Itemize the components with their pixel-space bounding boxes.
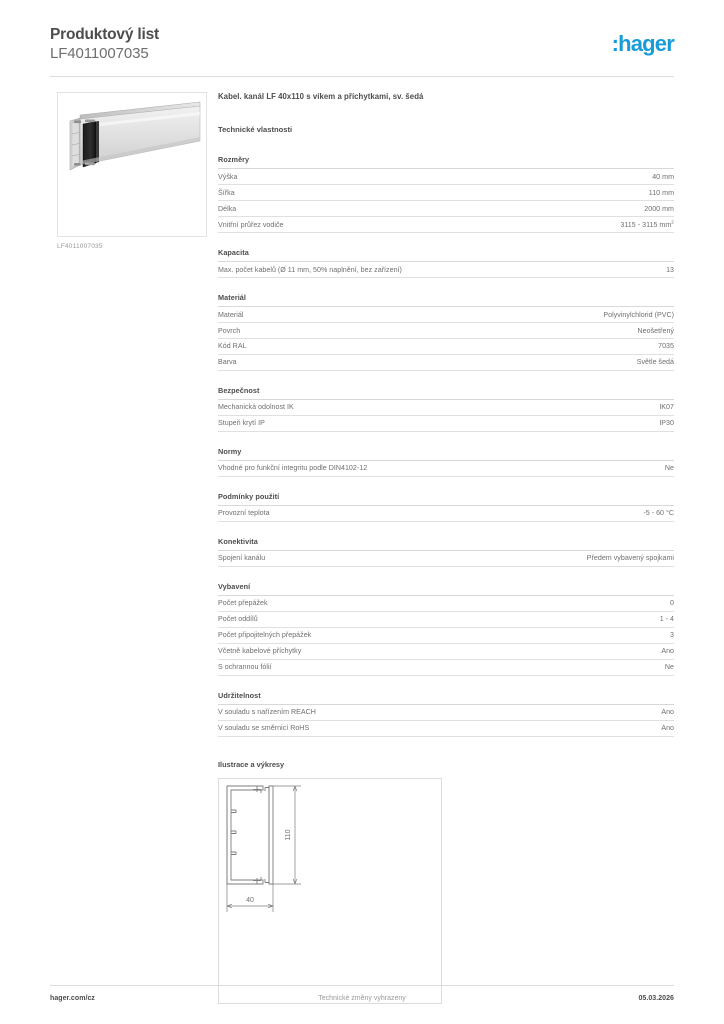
section-title: Bezpečnost — [218, 386, 674, 400]
section-equipment — [218, 582, 674, 676]
product-name: Kabel. kanál LF 40x110 s víkem a příchytkami, sv. šedá — [218, 92, 424, 101]
section-title: Rozměry — [218, 155, 674, 169]
row-label: Mechanická odolnost IK — [218, 403, 294, 412]
table-row — [218, 217, 674, 233]
row-label: V souladu s nařízením REACH — [218, 708, 316, 717]
row-value: Ne — [664, 464, 674, 473]
table-row — [218, 169, 674, 185]
row-label: Vnitřní průřez vodiče — [218, 220, 284, 229]
page-footer — [50, 995, 674, 1009]
section-dimensions — [218, 155, 674, 233]
table-row — [218, 323, 674, 339]
section-title: Udržitelnost — [218, 691, 674, 705]
row-value: 7035 — [658, 342, 674, 351]
section-material — [218, 293, 674, 371]
dimension-label-width: 40 — [246, 896, 254, 904]
row-value: IK07 — [659, 403, 674, 412]
row-value: 0 — [670, 599, 674, 608]
row-value: 2000 mm — [644, 204, 674, 213]
dimension-label-height: 110 — [285, 829, 292, 841]
section-standards — [218, 447, 674, 477]
page-title: Produktový list — [50, 26, 159, 43]
technical-properties-heading: Technické vlastnosti — [218, 125, 293, 134]
row-label: S ochrannou fólií — [218, 663, 272, 672]
row-value: Předem vybavený spojkami — [586, 554, 674, 563]
header-divider — [50, 76, 674, 77]
row-value: 3115 - 3115 $mm^2$ — [620, 220, 674, 229]
section-sustainability — [218, 691, 674, 737]
table-row — [218, 339, 674, 355]
row-value: 1 - 4 — [659, 615, 674, 624]
row-label: Stupeň krytí IP — [218, 419, 265, 428]
section-title: Konektivita — [218, 537, 674, 551]
table-row — [218, 644, 674, 660]
section-title: Podmínky použití — [218, 492, 674, 506]
row-value: Ano — [661, 708, 674, 717]
spacer — [218, 676, 674, 691]
spacer — [218, 477, 674, 492]
row-label: Počet přepážek — [218, 599, 268, 608]
table-row — [218, 705, 674, 721]
table-row — [218, 262, 674, 278]
spacer — [218, 278, 674, 293]
row-value: 13 — [666, 265, 674, 274]
table-row — [218, 307, 674, 323]
section-conditions-of-use — [218, 492, 674, 522]
section-safety — [218, 386, 674, 432]
table-row — [218, 628, 674, 644]
spacer — [218, 233, 674, 248]
footer-disclaimer: Technické změny vyhrazeny — [318, 995, 406, 1002]
row-label: V souladu se směrnicí RoHS — [218, 724, 310, 733]
page-header — [50, 26, 674, 72]
row-label: Barva — [218, 358, 237, 367]
row-value: Ano — [661, 724, 674, 733]
table-row — [218, 506, 674, 522]
table-row — [218, 660, 674, 676]
row-label: Povrch — [218, 326, 241, 335]
row-value: Ano — [661, 647, 674, 656]
main-content — [218, 92, 674, 1004]
spacer — [218, 522, 674, 537]
spacer — [218, 371, 674, 386]
row-label: Vhodné pro funkční integritu podle DIN4102-12 — [218, 464, 368, 473]
table-row — [218, 201, 674, 217]
table-row — [218, 721, 674, 737]
row-label: Včetně kabelové příchytky — [218, 647, 302, 656]
table-row — [218, 461, 674, 477]
row-value: Ne — [664, 663, 674, 672]
row-label: Spojení kanálu — [218, 554, 266, 563]
row-value: 3 — [670, 631, 674, 640]
row-label: Výška — [218, 172, 238, 181]
row-label: Kód RAL — [218, 342, 247, 351]
section-title: Vybavení — [218, 582, 674, 596]
section-title: Kapacita — [218, 248, 674, 262]
product-photo-illustration — [58, 93, 206, 236]
row-value: Neošetřený — [637, 326, 674, 335]
cross-section-drawing — [219, 779, 441, 1003]
spacer — [218, 432, 674, 447]
row-value: IP30 — [659, 419, 674, 428]
row-value: 40 mm — [652, 172, 674, 181]
table-row — [218, 596, 674, 612]
row-label: Provozní teplota — [218, 509, 270, 518]
illustrations-heading: Ilustrace a výkresy — [218, 759, 285, 769]
table-row — [218, 355, 674, 371]
row-label: Materiál — [218, 310, 244, 319]
product-image-caption: LF4011007035 — [57, 243, 103, 250]
row-value: -5 - 60 °C — [643, 509, 674, 518]
product-reference: LF4011007035 — [50, 45, 149, 62]
footer-date: 05.03.2026 — [638, 995, 674, 1002]
row-value: Světle šedá — [636, 358, 674, 367]
table-row — [218, 612, 674, 628]
row-value: Polyvinylchlorid (PVC) — [603, 310, 674, 319]
row-label: Počet oddílů — [218, 615, 258, 624]
section-title: Normy — [218, 447, 674, 461]
footer-website[interactable]: hager.com/cz — [50, 995, 95, 1002]
row-label: Šířka — [218, 188, 235, 197]
table-row — [218, 416, 674, 432]
technical-drawing-box — [218, 778, 442, 1004]
footer-divider — [50, 985, 674, 986]
hager-logo: :hager — [611, 31, 674, 56]
section-capacity — [218, 248, 674, 278]
table-row — [218, 551, 674, 567]
row-label: Délka — [218, 204, 237, 213]
table-row — [218, 400, 674, 416]
row-label: Max. počet kabelů (Ø 11 mm, 50% naplnění, bez zařízení) — [218, 265, 402, 274]
product-image — [57, 92, 207, 237]
spacer — [218, 567, 674, 582]
row-value: 110 mm — [648, 188, 674, 197]
section-connectivity — [218, 537, 674, 567]
table-row — [218, 185, 674, 201]
section-title: Materiál — [218, 293, 674, 307]
row-label: Počet připojitelných přepážek — [218, 631, 312, 640]
